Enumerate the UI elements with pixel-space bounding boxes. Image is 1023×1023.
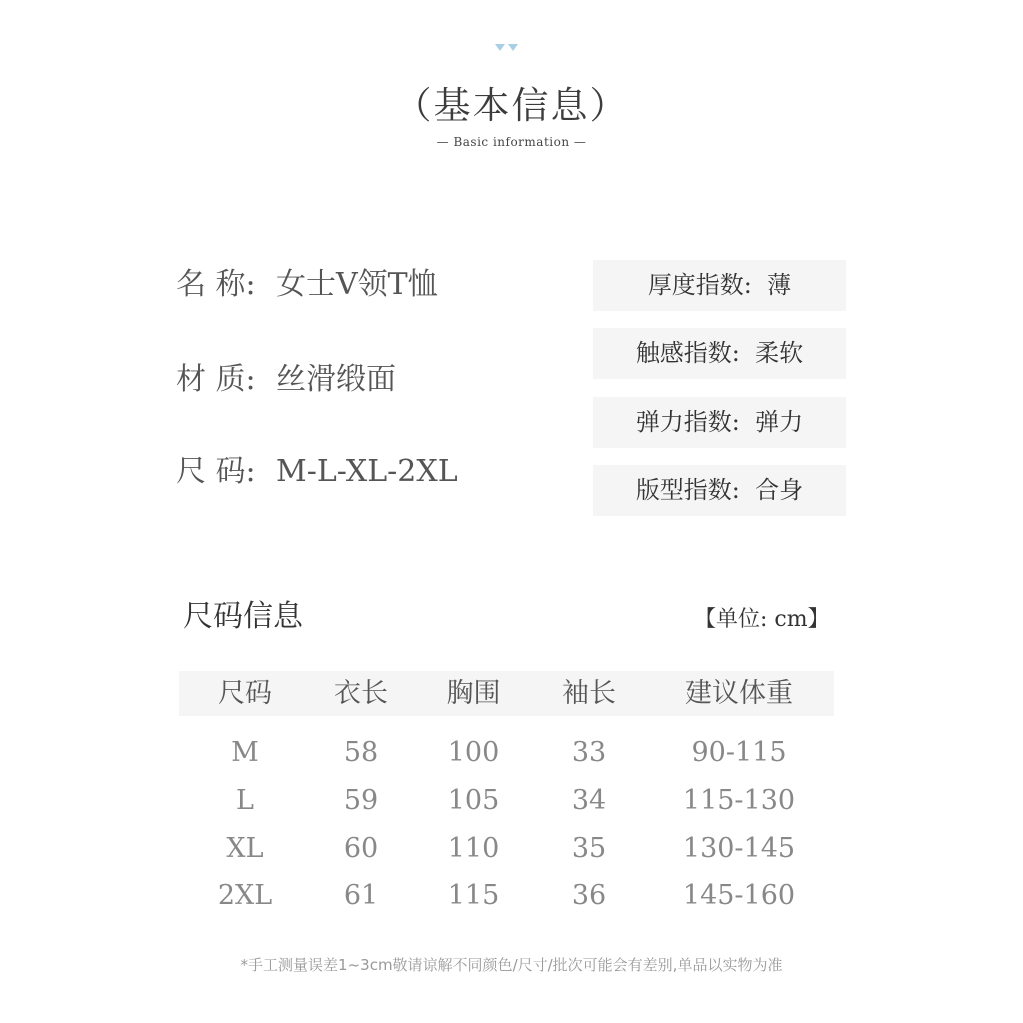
header-cell: 袖长: [562, 678, 616, 709]
size-table-title: 尺码信息: [183, 599, 303, 634]
info-size-value: M-L-XL-2XL: [276, 454, 458, 489]
table-cell: 34: [571, 785, 607, 816]
index-box-thickness: [593, 260, 846, 311]
header-cell: 尺码: [218, 678, 272, 709]
table-cell: XL: [226, 833, 264, 864]
table-row: [179, 872, 834, 920]
section-title: （基本信息）: [394, 84, 629, 127]
info-name-label: 名 称:: [176, 267, 256, 302]
index-box-touch: [593, 328, 846, 379]
table-cell: 58: [343, 737, 379, 768]
table-cell: 145-160: [682, 880, 796, 911]
measurement-note: *手工测量误差1~3cm敬请谅解不同颜色/尺寸/批次可能会有差别,单品以实物为准: [240, 956, 783, 974]
info-material-value: 丝滑缎面: [276, 362, 396, 397]
info-name-row: [176, 265, 438, 305]
table-cell: 59: [343, 785, 379, 816]
size-table-header: [179, 671, 834, 716]
info-size-label: 尺 码:: [176, 454, 256, 489]
table-cell: M: [231, 737, 259, 768]
index-label: 版型指数:: [635, 476, 740, 504]
table-row: [179, 825, 834, 873]
index-label: 触感指数:: [635, 339, 740, 367]
index-label: 厚度指数:: [647, 271, 752, 299]
table-cell: L: [236, 785, 254, 816]
table-cell: 36: [571, 880, 607, 911]
index-box-elasticity: [593, 397, 846, 448]
index-value: 合身: [755, 476, 804, 504]
header-cell: 建议体重: [685, 678, 793, 709]
section-subtitle: — Basic information —: [436, 135, 587, 149]
index-value: 弹力: [755, 408, 804, 436]
table-cell: 100: [447, 737, 500, 768]
info-size-row: [176, 452, 458, 492]
info-name-value: 女士V领T恤: [276, 267, 438, 302]
index-value: 薄: [767, 271, 792, 299]
table-cell: 115: [447, 880, 500, 911]
index-value: 柔软: [755, 339, 804, 367]
index-label: 弹力指数:: [635, 408, 740, 436]
table-cell: 61: [343, 880, 379, 911]
table-cell: 60: [343, 833, 379, 864]
table-cell: 2XL: [217, 880, 273, 911]
size-table-unit: 【单位: cm】: [694, 607, 830, 632]
table-row: [179, 729, 834, 777]
decorative-triangles-icon: [494, 44, 524, 54]
info-material-row: [176, 360, 396, 400]
table-cell: 90-115: [691, 737, 787, 768]
table-cell: 35: [571, 833, 607, 864]
table-cell: 105: [447, 785, 500, 816]
index-box-fit: [593, 465, 846, 516]
table-cell: 110: [447, 833, 500, 864]
info-material-label: 材 质:: [176, 362, 256, 397]
table-cell: 130-145: [682, 833, 796, 864]
table-row: [179, 777, 834, 825]
table-cell: 115-130: [682, 785, 796, 816]
header-cell: 胸围: [446, 678, 501, 709]
header-cell: 衣长: [334, 678, 388, 709]
table-cell: 33: [571, 737, 607, 768]
